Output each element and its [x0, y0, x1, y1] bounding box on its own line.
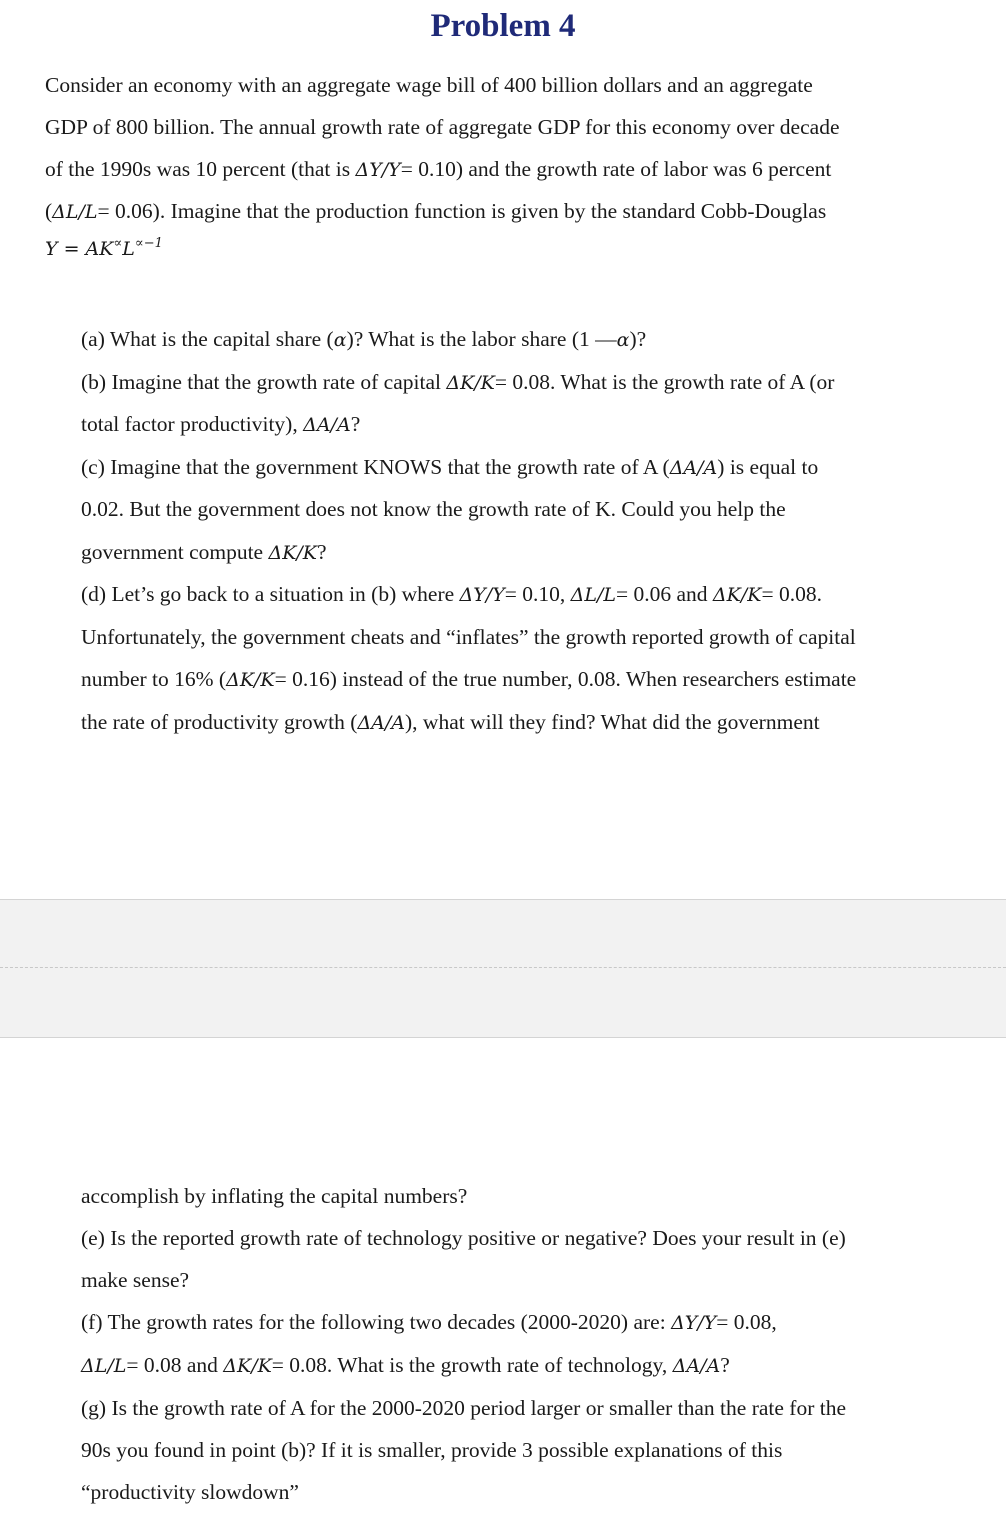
intro-line-2: [45, 106, 839, 148]
page-divider: [0, 967, 1006, 968]
question-c-line-2: [81, 488, 786, 530]
math-expression: ΔK/K: [226, 669, 275, 691]
text: ?: [317, 540, 327, 564]
question-c-line-1: [81, 446, 818, 488]
text: (g) Is the growth rate of A for the 2000-2020 period larger or smaller than the rate for the: [81, 1396, 846, 1420]
math-expression: ΔY/Y: [459, 584, 505, 606]
text: ), what will they find? What did the government: [405, 710, 820, 734]
text: (: [45, 199, 53, 223]
question-c-line-3: [81, 531, 327, 573]
text: 90s you found in point (b)? If it is smaller, provide 3 possible explanations of this: [81, 1438, 783, 1462]
text: Unfortunately, the government cheats and “inflates” the growth reported growth of capital: [81, 625, 856, 649]
text: (b) Imagine that the growth rate of capital: [81, 370, 447, 394]
text: (d) Let’s go back to a situation in (b) where: [81, 582, 460, 606]
text: make sense?: [81, 1268, 190, 1292]
text: = 0.08,: [716, 1310, 777, 1334]
question-a: [81, 318, 646, 360]
intro-line-4: [45, 190, 826, 232]
intro-line-3: [45, 148, 831, 190]
question-e-line-1: [81, 1217, 846, 1259]
question-d-line-3: [81, 658, 856, 700]
text: number to 16% (: [81, 667, 227, 691]
text: ) is equal to: [717, 455, 819, 479]
formula-exponent: ∝: [113, 236, 123, 251]
text: (c) Imagine that the government KNOWS that the growth rate of A (: [81, 455, 670, 479]
question-d-line-2: [81, 616, 856, 658]
question-d-line-5: [81, 1175, 467, 1217]
text: ?: [350, 412, 361, 436]
math-expression: α: [616, 329, 630, 351]
text: = 0.16) instead of the true number, 0.08. When researchers estimate: [274, 667, 857, 691]
formula-labor: L: [122, 238, 135, 260]
text: = 0.06). Imagine that the production function is given by the standard Cobb-Douglas: [97, 199, 827, 223]
math-expression: ΔA/A: [669, 457, 718, 479]
question-g-line-1: [81, 1387, 846, 1429]
math-expression: ΔK/K: [446, 372, 495, 394]
question-f-line-1: [81, 1301, 777, 1343]
text: government compute: [81, 540, 269, 564]
cobb-douglas-formula: [45, 236, 163, 260]
text: of the 1990s was 10 percent (that is: [45, 157, 356, 181]
text: (a) What is the capital share (: [81, 327, 334, 351]
math-expression: α: [333, 329, 347, 351]
question-g-line-3: [81, 1471, 299, 1513]
text: “productivity slowdown”: [81, 1480, 299, 1504]
math-expression: ΔK/K: [712, 584, 762, 606]
math-expression: ΔA/A: [303, 414, 351, 436]
math-expression: ΔY/Y: [671, 1312, 717, 1334]
math-expression: ΔA/A: [672, 1355, 721, 1377]
math-expression: ΔL/L: [81, 1355, 127, 1377]
text: (f) The growth rates for the following two decades (2000-2020) are:: [81, 1310, 672, 1334]
question-e-line-2: [81, 1259, 189, 1301]
question-b-line-2: [81, 403, 360, 445]
math-expression: ΔL/L: [570, 584, 616, 606]
text: total factor productivity),: [81, 412, 304, 436]
text: GDP of 800 billion. The annual growth rate of aggregate GDP for this economy over decade: [45, 115, 840, 139]
formula-exponent: ∝−1: [134, 236, 163, 251]
math-expression: ΔA/A: [357, 712, 406, 734]
text: = 0.06 and: [616, 582, 713, 606]
text: )?: [629, 327, 647, 351]
text: Consider an economy with an aggregate wage bill of 400 billion dollars and an aggregate: [45, 73, 813, 97]
intro-line-1: [45, 64, 813, 106]
math-expression: ΔL/L: [52, 201, 98, 223]
question-f-line-2: [81, 1344, 730, 1386]
problem-title: Problem 4: [430, 8, 576, 44]
question-g-line-2: [81, 1429, 782, 1471]
page-break-gap: [0, 899, 1006, 1038]
question-b-line-1: [81, 361, 834, 403]
text: (e) Is the reported growth rate of technology positive or negative? Does your result in (e): [81, 1226, 846, 1250]
question-d-line-1: [81, 573, 822, 615]
text: the rate of productivity growth (: [81, 710, 358, 734]
math-expression: ΔK/K: [223, 1355, 272, 1377]
text: = 0.08.: [761, 582, 822, 606]
text: = 0.08 and: [126, 1353, 224, 1377]
text: ?: [720, 1353, 730, 1377]
text: 0.02. But the government does not know the growth rate of K. Could you help the: [81, 497, 786, 521]
text: = 0.10) and the growth rate of labor was 6 percent: [400, 157, 832, 181]
text: )? What is the labor share (1 —: [346, 327, 617, 351]
text: accomplish by inflating the capital numbers?: [81, 1184, 468, 1208]
math-expression: ΔY/Y: [355, 159, 401, 181]
math-expression: ΔK/K: [268, 542, 317, 564]
formula-base: Y = AK: [45, 238, 114, 260]
text: = 0.10,: [504, 582, 571, 606]
question-d-line-4: [81, 701, 820, 743]
text: = 0.08. What is the growth rate of A (or: [494, 370, 835, 394]
text: = 0.08. What is the growth rate of technology,: [271, 1353, 673, 1377]
